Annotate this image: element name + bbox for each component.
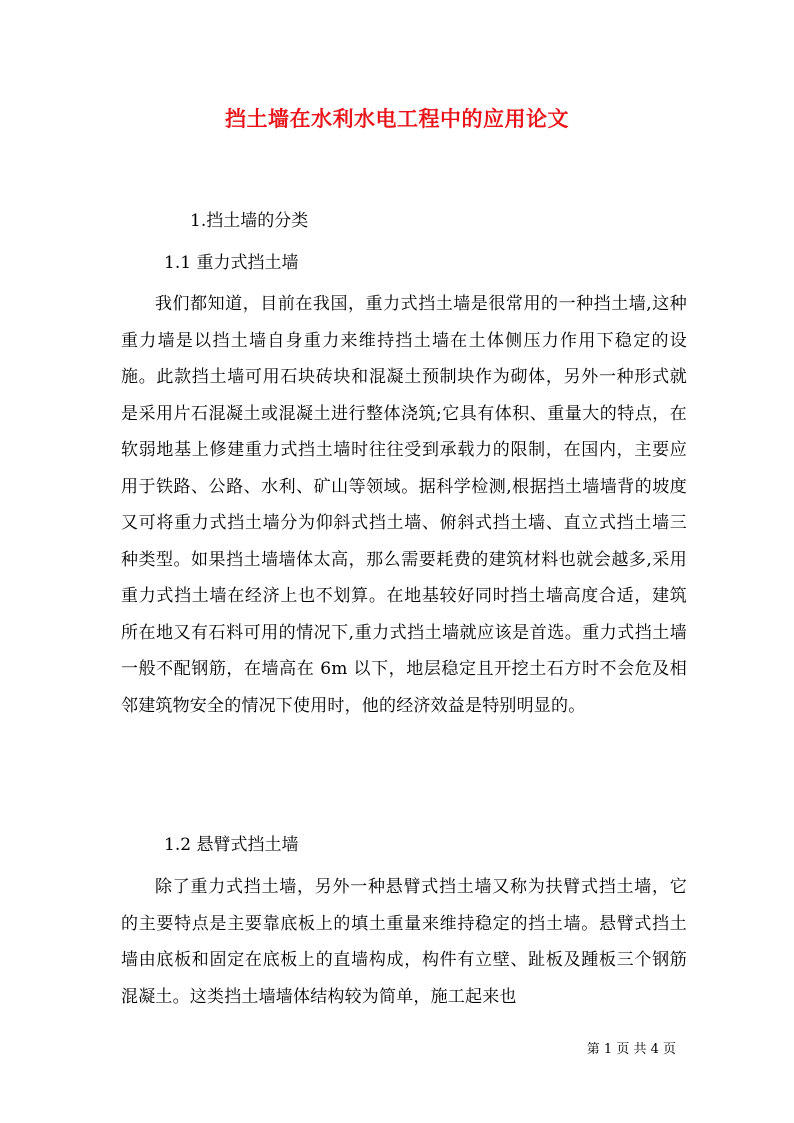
section-heading-1-2: 1.2 悬臂式挡土墙 xyxy=(164,835,299,855)
section-heading-1: 1.挡土墙的分类 xyxy=(190,211,309,231)
body-paragraph-2: 除了重力式挡土墙，另外一种悬臂式挡土墙又称为扶臂式挡土墙，它的主要特点是主要靠底板上的填土重量来维持稳定的挡土墙。悬臂式挡土墙由底板和固定在底板上的直墙构成，构件有立壁、趾板及踵板三个钢筋混凝土。这类挡土墙墙体结构较为简单，施工起来也 xyxy=(121,877,687,1007)
page-number-footer: 第 1 页 共 4 页 xyxy=(586,1042,676,1057)
document-title: 挡土墙在水利水电工程中的应用论文 xyxy=(225,106,569,131)
section-heading-1-1: 1.1 重力式挡土墙 xyxy=(164,253,299,273)
body-paragraph-1: 我们都知道，目前在我国，重力式挡土墙是很常用的一种挡土墙,这种重力墙是以挡土墙自身重力来维持挡土墙在土体侧压力作用下稳定的设施。此款挡土墙可用石块砖块和混凝土预制块作为砌体，另外一种形式就是采用片石混凝土或混凝土进行整体浇筑;它具有体积、重量大的特点，在软弱地基上修建重力式挡土墙时往往受到承载力的限制，在国内，主要应用于铁路、公路、水利、矿山等领域。据科学检测,根据挡土墙墙背的坡度又可将重力式挡土墙分为仰斜式挡土墙、俯斜式挡土墙、直立式挡土墙三种类型。如果挡土墙墙体太高，那么需要耗费的建筑材料也就会越多,采用重力式挡土墙在经济上也不划算。在地基较好同时挡土墙高度合适，建筑所在地又有石料可用的情况下,重力式挡土墙就应该是首选。重力式挡土墙一般不配钢筋，在墙高在 6m 以下，地层稳定且开挖土石方时不会危及相邻建筑物安全的情况下使用时，他的经济效益是特别明显的。 xyxy=(121,294,687,716)
